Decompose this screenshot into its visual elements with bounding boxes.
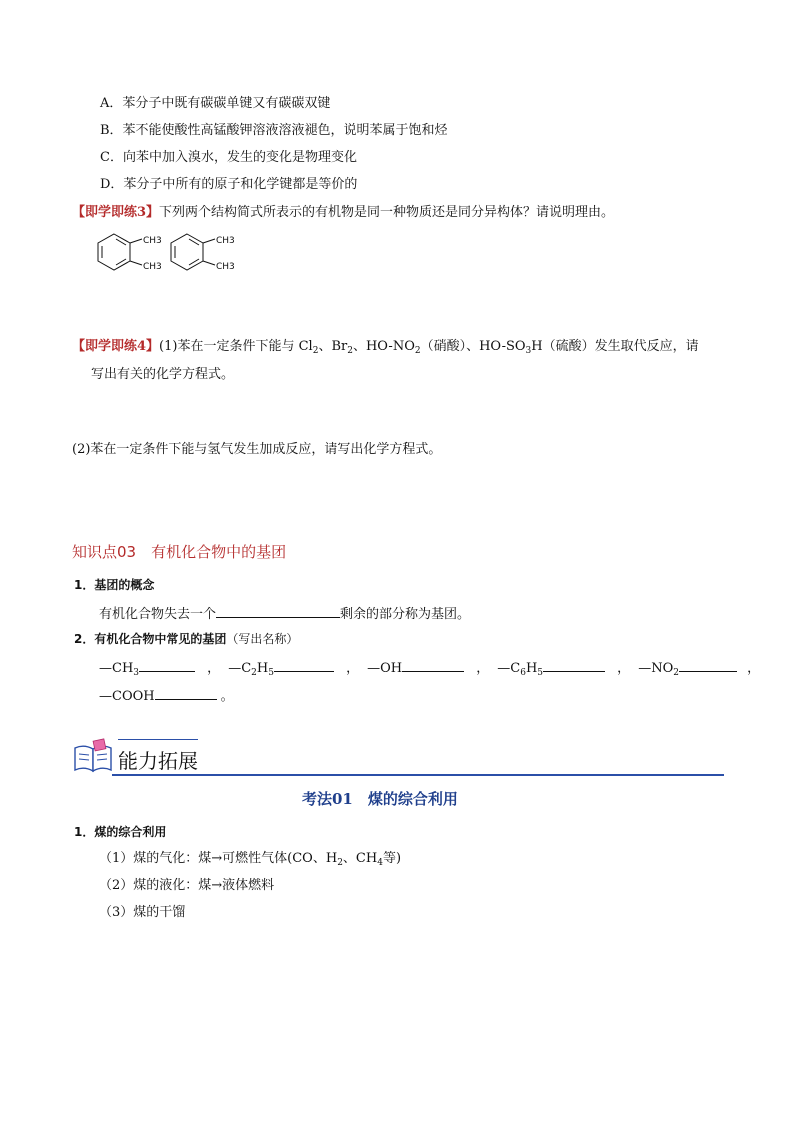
exercise-3-text: 下列两个结构简式所表示的有机物是同一种物质还是同分异构体？请说明理由。: [159, 205, 615, 220]
answer-blank-cooh[interactable]: [155, 686, 217, 700]
kp3-groups-row-2: —COOH 。: [99, 686, 234, 706]
exercise-4-part-2: (2)苯在一定条件下能与氢气发生加成反应，请写出化学方程式。: [72, 442, 442, 457]
coal-dry-distillation: （3）煤的干馏: [99, 905, 186, 920]
ability-heading-1: 1．煤的综合利用: [74, 825, 167, 839]
option-d: D．苯分子中所有的原子和化学键都是等价的: [100, 177, 358, 192]
option-c: C．向苯中加入溴水，发生的变化是物理变化: [100, 150, 357, 165]
ch3-label-3: CH3: [216, 236, 235, 246]
group-c6h5: $—C_6H_5$: [497, 661, 544, 678]
open-book-icon: [72, 738, 114, 776]
kp3-heading-1: 1．基团的概念: [74, 578, 155, 592]
exercise-3: [72, 204, 614, 222]
answer-blank-oh[interactable]: [402, 658, 464, 672]
banner-bottom-rule: [112, 774, 724, 776]
group-oh: —OH: [367, 661, 403, 676]
ch3-label-4: CH3: [216, 262, 235, 272]
answer-blank-c6h5[interactable]: [543, 658, 605, 672]
coal-gasification: （1）煤的气化：煤→可燃性气体(CO、$H_2$、$CH_4$等): [99, 851, 402, 868]
benzene-ring-2: [171, 234, 215, 270]
exercise-4-tag: 【即学即练4】: [72, 339, 160, 354]
exercise-3-tag: 【即学即练3】: [72, 205, 160, 220]
answer-blank-no2[interactable]: [679, 658, 737, 672]
ability-banner-title: 能力拓展: [118, 749, 198, 773]
method-title: 考法01 煤的综合利用: [302, 790, 458, 808]
banner-top-rule: [118, 739, 198, 740]
answer-blank-definition[interactable]: [216, 604, 340, 618]
kp3-definition: 有机化合物失去一个 剩余的部分称为基团。: [99, 604, 470, 624]
exercise-4-line-1: 【即学即练4】(1)苯在一定条件下能与 $Cl_2$、$Br_2$、$HO-NO_2$（硝酸）、$HO-SO_3H$（硫酸）发生取代反应，请: [72, 339, 699, 356]
knowledge-point-title: 知识点03 有机化合物中的基团: [72, 543, 287, 561]
answer-blank-ch3[interactable]: [139, 658, 195, 672]
kp3-heading-2: 2．有机化合物中常见的基团（写出名称）: [74, 632, 299, 646]
group-ch3: $—CH_3$: [99, 661, 140, 678]
option-a: A．苯分子中既有碳碳单键又有碳碳双键: [100, 96, 331, 111]
group-no2: $—NO_2$: [638, 661, 679, 678]
answer-blank-c2h5[interactable]: [274, 658, 334, 672]
group-cooh: —COOH: [99, 689, 155, 704]
option-b: B．苯不能使酸性高锰酸钾溶液溶液褪色，说明苯属于饱和烃: [100, 123, 448, 138]
group-c2h5: $—C_2H_5$: [228, 661, 274, 678]
exercise-4-line-2: 写出有关的化学方程式。: [91, 367, 235, 382]
ch3-label-1: CH3: [143, 236, 162, 246]
coal-liquefaction: （2）煤的液化：煤→液体燃料: [99, 878, 275, 893]
benzene-ring-1: [98, 234, 142, 270]
kp3-groups-row-1: $—CH_3$ ， $—C_2H_5$ ， —OH ， $—C_6H_5$ ， $—NO_2$ ，: [99, 658, 760, 678]
ch3-label-2: CH3: [143, 262, 162, 272]
structural-formulas: [90, 228, 250, 282]
